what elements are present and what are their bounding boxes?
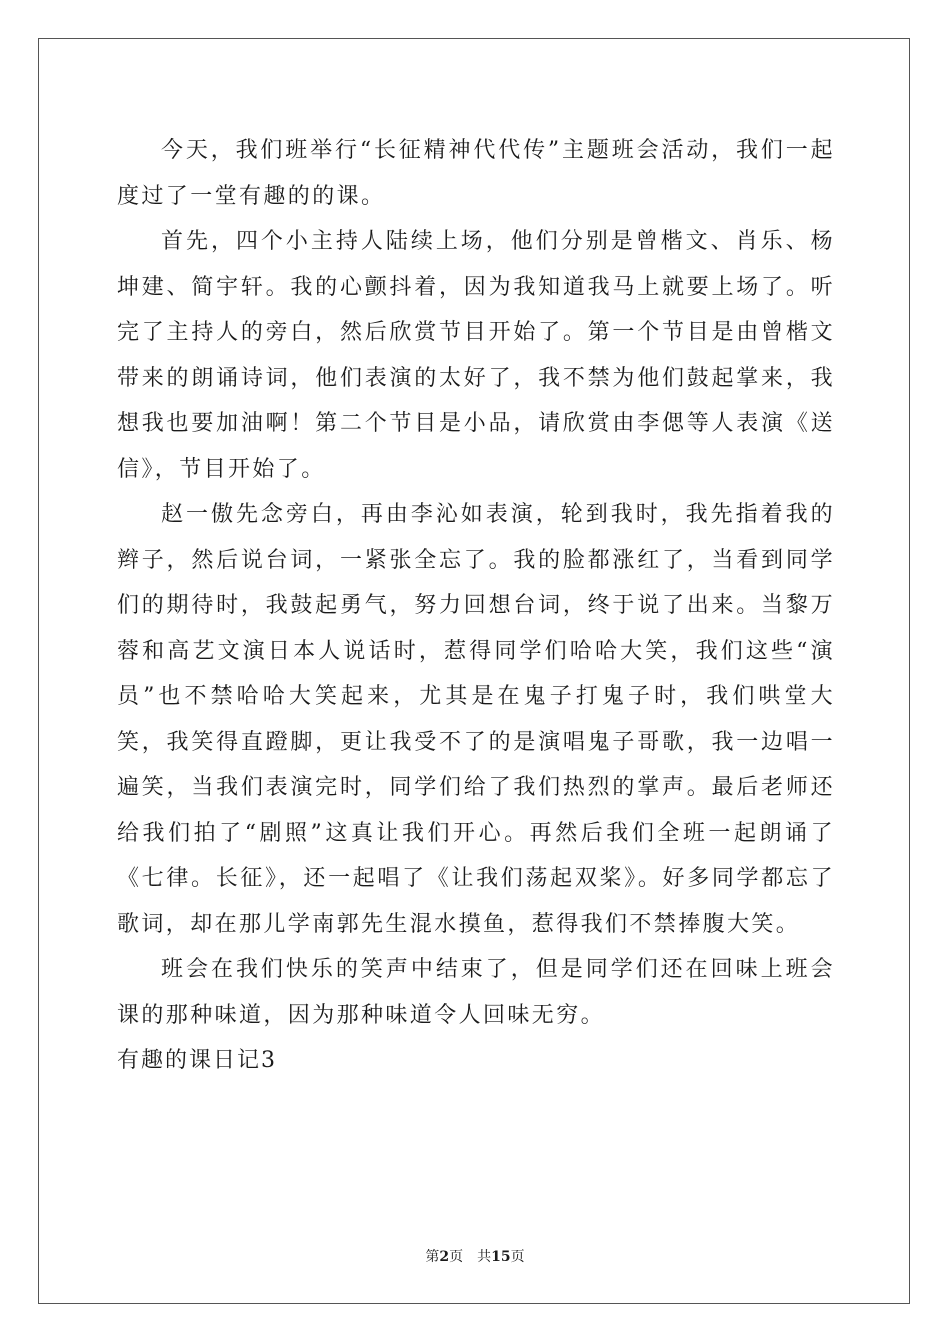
paragraph-3: 赵一傲先念旁白，再由李沁如表演，轮到我时，我先指着我的辫子，然后说台词，一紧张全忘了。我的脸都涨红了，当看到同学们的期待时，我鼓起勇气，努力回想台词，终于说了出来。当黎万蓉和高艺文演日本人说话时，惹得同学们哈哈大笑，我们这些“演员”也不禁哈哈大笑起来，尤其是在鬼子打鬼子时，我们哄堂大笑，我笑得直蹬脚，更让我受不了的是演唱鬼子哥歌，我一边唱一遍笑，当我们表演完时，同学们给了我们热烈的掌声。最后老师还给我们拍了“剧照”这真让我们开心。再然后我们全班一起朗诵了《七律。长征》，还一起唱了《让我们荡起双桨》。好多同学都忘了歌词，却在那儿学南郭先生混水摸鱼，惹得我们不禁捧腹大笑。 xyxy=(117,502,835,937)
document-body xyxy=(117,128,835,1084)
section-heading: 有趣的课日记3 xyxy=(117,1048,277,1073)
page-prefix: 第 xyxy=(425,1249,440,1265)
total-suffix: 页 xyxy=(510,1249,525,1265)
page-total: 15 xyxy=(491,1249,511,1265)
paragraph-1: 今天，我们班举行“长征精神代代传”主题班会活动，我们一起度过了一堂有趣的的课。 xyxy=(117,138,835,209)
page-suffix: 页 xyxy=(449,1249,464,1265)
total-prefix: 共 xyxy=(477,1249,492,1265)
paragraph-4: 班会在我们快乐的笑声中结束了，但是同学们还在回味上班会课的那种味道，因为那种味道令人回味无穷。 xyxy=(117,957,835,1028)
page-footer xyxy=(0,1248,950,1266)
paragraph-2: 首先，四个小主持人陆续上场，他们分别是曾楷文、肖乐、杨坤建、简宇轩。我的心颤抖着，因为我知道我马上就要上场了。听完了主持人的旁白，然后欣赏节目开始了。第一个节目是由曾楷文带来的朗诵诗词，他们表演的太好了，我不禁为他们鼓起掌来，我想我也要加油啊！第二个节目是小品，请欣赏由李偲等人表演《送信》，节目开始了。 xyxy=(117,229,835,482)
page-current: 2 xyxy=(439,1249,450,1265)
